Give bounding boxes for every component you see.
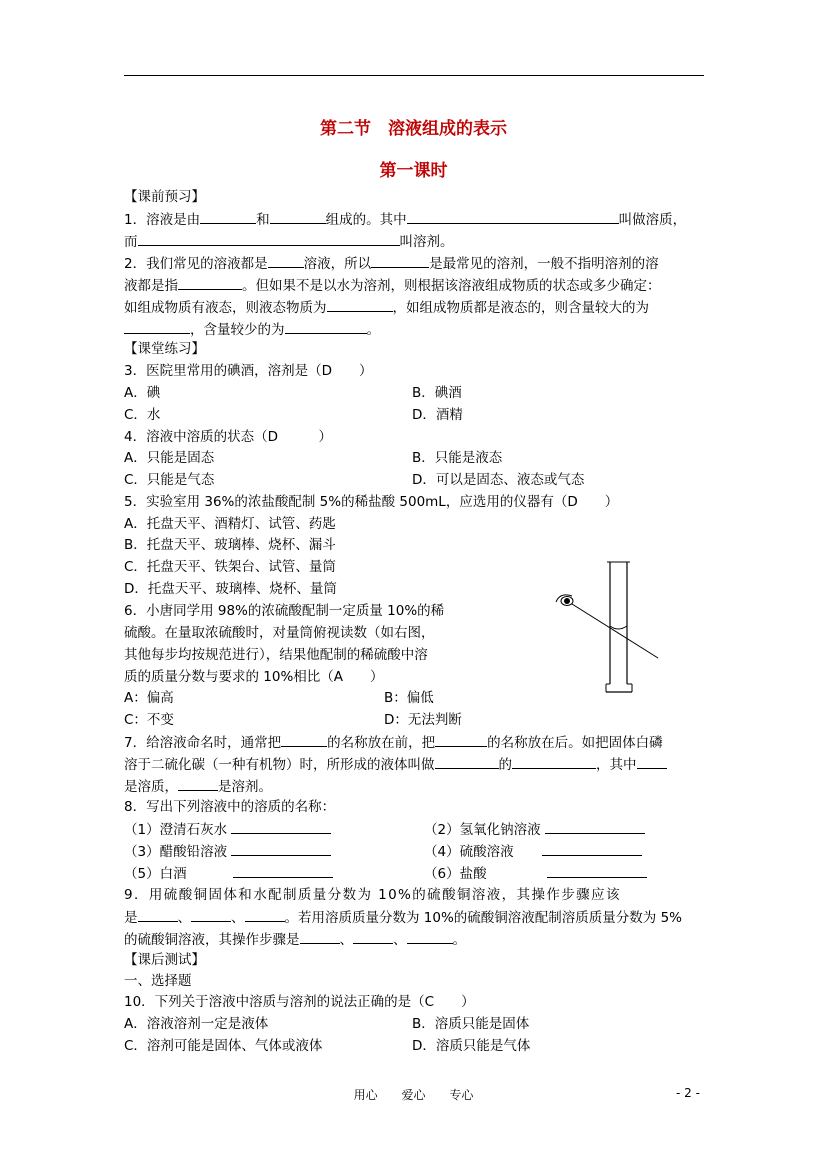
q3-option-c: C．水 [124, 407, 161, 423]
q6-line4: 质的质量分数与要求的 10%相比（A ） [124, 669, 384, 685]
q8-item2: （2）氢氧化钠溶液 [424, 820, 645, 839]
q7-line3: 是溶质， 是溶剂。 [124, 779, 272, 795]
blank[interactable] [138, 232, 400, 246]
q3-option-b: B．碘酒 [412, 385, 462, 401]
q8-item6: （6）盐酸 [424, 864, 647, 883]
measuring-cylinder-figure [548, 560, 663, 704]
blank[interactable] [233, 864, 333, 878]
q6-option-c: C：不变 [124, 712, 174, 728]
q9-line2: 是 、 、 。若用溶质质量分数为 10%的硫酸铜溶液配制溶质质量分数为 5% [124, 910, 683, 926]
section-aftertest: 【课后测试】 [124, 952, 205, 968]
q9-line3: 的硫酸铜溶液，其操作步骤是 、 、 。 [124, 932, 466, 948]
blank[interactable] [124, 320, 190, 334]
blank[interactable] [200, 210, 256, 224]
page-footer [0, 1086, 827, 1103]
blank[interactable] [545, 820, 645, 834]
blank[interactable] [245, 908, 285, 922]
q8-item1: （1）澄清石灰水 [124, 820, 331, 839]
q5-option-d: D．托盘天平、玻璃棒、烧杯、量筒 [124, 581, 337, 597]
q10-option-a: A．溶液溶剂一定是液体 [124, 1016, 269, 1032]
blank[interactable] [300, 930, 340, 944]
q6-option-d: D：无法判断 [384, 712, 462, 728]
page-number: - 2 - [676, 1086, 700, 1100]
q8-item3: （3）醋酸铅溶液 [124, 842, 331, 861]
q2-line2: 液都是指 。但如果不是以水为溶剂，则根据该溶液组成物质的状态或多少确定： [124, 278, 661, 294]
q6-option-a: A：偏高 [124, 690, 174, 706]
q7-line2: 溶于二硫化碳（一种有机物）时，所形成的液体叫做 的 ，其中 [124, 755, 667, 774]
blank[interactable] [407, 930, 453, 944]
q8-item4: （4）硫酸溶液 [424, 842, 642, 861]
blank[interactable] [435, 755, 499, 769]
q5-option-b: B．托盘天平、玻璃棒、烧杯、漏斗 [124, 537, 336, 553]
q6-line1: 6．小唐同学用 98%的浓硫酸配制一定质量 10%的稀 [124, 603, 445, 619]
q2-line3: 如组成物质有液态，则液态物质为 ，如组成物质都是液态的，则含量较大的为 [124, 300, 649, 316]
blank[interactable] [327, 298, 393, 312]
q10-option-b: B．溶质只能是固体 [412, 1016, 530, 1032]
footer-word: 专心 [449, 1088, 474, 1102]
q4-stem: 4．溶液中溶质的状态（D ） [124, 429, 332, 445]
section-choice: 一、选择题 [124, 973, 192, 989]
footer-word: 爱心 [401, 1088, 426, 1102]
blank[interactable] [268, 254, 304, 268]
blank[interactable] [435, 733, 487, 747]
header-rule [124, 75, 704, 76]
section-preview: 【课前预习】 [124, 189, 205, 205]
blank[interactable] [637, 755, 667, 769]
q4-option-c: C．只能是气态 [124, 472, 215, 488]
section-classwork: 【课堂练习】 [124, 341, 205, 357]
blank[interactable] [178, 276, 242, 290]
q1-line1: 1．溶液是由 和 组成的。其中 叫做溶质， [124, 212, 687, 228]
q6-line2: 硫酸。在量取浓硫酸时，对量筒俯视读数（如右图， [124, 625, 435, 641]
q10-stem: 10．下列关于溶液中溶质与溶剂的说法正确的是（C ） [124, 994, 475, 1010]
blank[interactable] [281, 733, 327, 747]
q6-line3: 其他每步均按规范进行），结果他配制的稀硫酸中溶 [124, 647, 428, 663]
q10-option-c: C．溶剂可能是固体、气体或液体 [124, 1038, 323, 1054]
page-title: 第二节 溶液组成的表示 [320, 119, 507, 139]
page-subtitle: 第一课时 [379, 161, 448, 181]
blank[interactable] [178, 777, 218, 791]
q5-option-c: C．托盘天平、铁架台、试管、量筒 [124, 559, 336, 575]
q4-option-b: B．只能是液态 [412, 450, 503, 466]
q3-stem: 3．医院里常用的碘酒，溶剂是（D ） [124, 363, 373, 379]
q8-stem: 8．写出下列溶液中的溶质的名称： [124, 799, 336, 815]
blank[interactable] [285, 320, 367, 334]
q5-option-a: A．托盘天平、酒精灯、试管、药匙 [124, 516, 336, 532]
q3-option-a: A．碘 [124, 385, 161, 401]
blank[interactable] [231, 820, 331, 834]
q6-option-b: B：偏低 [384, 690, 434, 706]
q8-item5: （5）白酒 [124, 864, 333, 883]
measuring-cylinder-diagram [548, 560, 663, 700]
q9-line1: 9．用硫酸铜固体和水配制质量分数为 10%的硫酸铜溶液，其操作步骤应该 [124, 887, 621, 903]
q4-option-d: D．可以是固态、液态或气态 [412, 472, 585, 488]
blank[interactable] [542, 842, 642, 856]
blank[interactable] [512, 755, 596, 769]
q2-line1: 2．我们常见的溶液都是 溶液，所以 是最常见的溶剂，一般不指明溶剂的溶 [124, 256, 659, 272]
blank[interactable] [407, 210, 619, 224]
blank[interactable] [231, 842, 331, 856]
q7-line1: 7．给溶液命名时，通常把 的名称放在前，把 的名称放在后。如把固体白磷 [124, 735, 663, 751]
blank[interactable] [371, 254, 429, 268]
q10-option-d: D．溶质只能是气体 [412, 1038, 531, 1054]
q2-line4: ，含量较少的为 。 [124, 320, 380, 339]
blank[interactable] [138, 908, 178, 922]
blank[interactable] [191, 908, 231, 922]
blank[interactable] [270, 210, 326, 224]
q3-option-d: D．酒精 [412, 407, 463, 423]
blank[interactable] [353, 930, 393, 944]
blank[interactable] [547, 864, 647, 878]
q4-option-a: A．只能是固态 [124, 450, 215, 466]
footer-word: 用心 [353, 1088, 378, 1102]
q5-stem: 5．实验室用 36%的浓盐酸配制 5%的稀盐酸 500mL，应选用的仪器有（D ） [124, 494, 619, 510]
q1-line2: 而 叫溶剂。 [124, 234, 454, 250]
